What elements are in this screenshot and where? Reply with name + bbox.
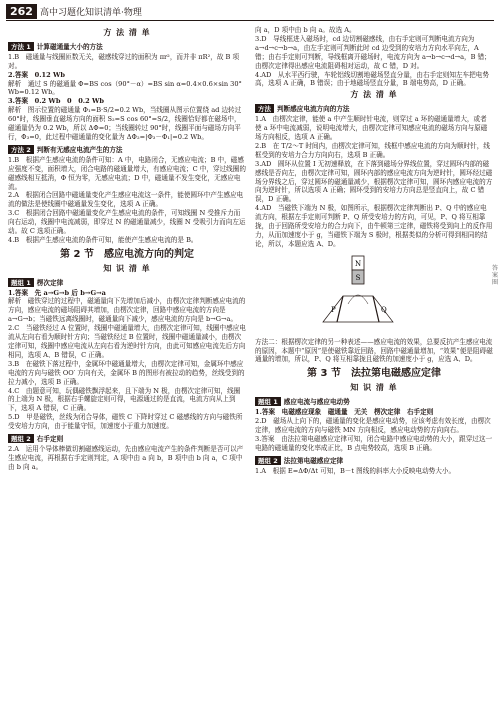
answer-line: 4.C 由题意可知，玩偶磁铁飘浮起来，且下端为 N 极，由楞次定律可知，线圈的上端为 N 极，根据右手螺旋定则可得，电源通过的是直流，电流方向从上到下，选项 A 错误，C 正确。 <box>8 386 241 413</box>
field-arc <box>348 295 368 304</box>
n-label: N <box>354 259 362 268</box>
p-label: P <box>331 305 336 314</box>
answer-line: 2.A 运用个导体棒做切割磁感线运动，先由感应电流产生的条件判断是否可以产生感应电流，再根据右手定则判定，A 项中由 a 向 b，B 项中由 b 向 a，C 项中由 b 向 a。 <box>8 444 244 471</box>
page-number: 262 <box>6 4 37 19</box>
answer-line: 1.答案 先 a→G→b 后 b→G→a <box>8 288 106 297</box>
answer-line: 3.C 根据闭合回路中磁通量变化产生感应电流的条件，可知线圈 N 受推斥力而向右运动，线圈中电流减弱，即穿过 N 的磁通量减少，线圈 N 受吸引力而向左运动。故 C 选项正确。 <box>8 209 246 236</box>
knowledge-heading: 知 识 清 单 <box>350 383 398 393</box>
section-heading: 方法 判断感应电流方向的方法 <box>255 104 493 114</box>
section-heading: 题组 2 法拉第电磁感应定律 <box>255 456 493 466</box>
answer-line: 解析 通过 S 的磁通量 Φ=BS cos（90°－α）=BS sin α=0.4×0.6×sin 30° Wb=0.12 Wb。 <box>8 79 242 97</box>
answer-line: 1.A 由楞次定律，能使 a 中产生顺时针电流，则穿过 a 环的磁通量增大，或者使 a 环中电流减弱，说明电流增大，由楞次定律可知感应电流的磁场方向与原磁场方向相反，选项 A 正确。 <box>255 115 488 141</box>
answer-line: 5.D 甲是磁铁，丝线为闭合导体，磁铁 C 下降时穿过 C 磁感线的方向与磁铁所受安培力方向，由于能量守恒，加速度小于重力加速度。 <box>8 413 243 431</box>
magnet-rails-figure <box>313 252 403 332</box>
watermark: 答案圈 <box>492 265 499 286</box>
answer-line: 解析 图示位置的磁通量 Φ₁=B·S/2=0.2 Wb，当线圈从图示位置绕 ad 边转过 60°时，线圈垂直磁场方向的面积 S₂=S cos 60°=S/2，线圈恰好都在磁场中，磁通量仍为 0.2 Wb，所以 ΔΦ=0；当线圈转过 90°时，线圈平面与磁场方向平行，Φ₃=0，此过程中磁通量的变化量为 ΔΦ₂=|Φ₃－Φ₁|=0.2 Wb。 <box>8 106 242 141</box>
answer-line: 2.B 在 T/2～T 时间内，由楞次定律可知，线框中感应电流的方向为顺时针，线框受到的安培力合力方向向右，选项 B 正确。 <box>255 141 490 159</box>
chapter-title: 第 2 节 感应电流方向的判定 <box>60 248 194 260</box>
answer-line: 4.AD 当磁铁下端为 N 极，如图所示，根据楞次定律判断出 P、Q 中的感应电流方向，根据左手定则可判断 P、Q 所受安培力的方向，可见，P、Q 将互相靠拢，由于回路所受安培力的合力向下，由牛顿第三定律，磁铁将受到向上的反作用力，从而加速度小于 g，当磁铁下端为 S 极时，根据类似的分析可得到相同的结论，所以，本题应选 A、D。 <box>255 204 493 248</box>
method-heading: 方 法 清 单 <box>103 28 151 37</box>
section-heading: 方法 2 判断有无感应电流产生的方法 <box>8 145 246 155</box>
section-heading: 方法 1 计算磁通量大小的方法 <box>8 42 246 52</box>
q-label: Q <box>381 305 387 314</box>
answer-line: 1.B 根据产生感应电流的条件可知：A 中，电路闭合，无感应电流；B 中，磁感应强度不变，面积增大，闭合电路的磁通量增大，有感应电流；C 中，穿过线圈的磁感线相互抵消，Φ 恒为零，无感应电流；D 中，磁通量不发生变化，无感应电流。 <box>8 155 246 191</box>
answer-line: 1.B 磁通量与线圈匝数无关，磁感线穿过的面积为 πr²，而并非 πR²，故 B 项对。 <box>8 52 240 70</box>
knowledge-heading: 知 识 清 单 <box>103 263 151 273</box>
answer-line: 2.C 当磁铁经过 A 位置时，线圈中磁通量增大，由楞次定律可知，线圈中感应电流从左向右看为顺时针方向；当磁铁经过 B 位置时，线圈中磁通量减小，由楞次定律可知，线圈中感应电流从左向右看为逆时针方向，由此可知感应电流先后方向相同，选项 A、B 错误，C 正确。 <box>8 324 246 359</box>
section-heading: 题组 1 感应电流与感应电动势 <box>255 397 493 407</box>
answer-line: 1.A 根据 E=ΔΦ/Δt 可知，B－t 图线的斜率大小反映电动势大小。 <box>255 466 456 475</box>
answer-line: 解析 磁铁穿过的过程中，磁通量向下先增加后减小，由楞次定律判断感应电流的方向，感应电流的磁场阻碍其增加，由楞次定律，回路中感应电流的方向是 a→G→b；当磁铁远离线圈时，磁通量向下减少，感应电流的方向是 b→G→a。 <box>8 297 246 324</box>
answer-line: 2.答案 0.12 Wb <box>8 70 66 79</box>
left-column <box>8 26 246 472</box>
section-heading: 题组 1 楞次定律 <box>8 278 246 288</box>
right-column <box>255 26 493 475</box>
answer-line: 2.D 磁场从上向下的，磁通量的变化是感应电动势，应该考虑有效长度，由楞次定律，感应电流的方向与磁铁 MN 方向相反，感应电动势的方向向右。 <box>255 417 491 434</box>
answer-line: 4.AD 从水平西行驶，车轮铝线切割地磁场竖直分量，由右手定则知左车把电势高，选项 A 正确，B 错误；由于地磁场竖直分量，B 端电势高，D 正确。 <box>255 70 489 88</box>
section-heading: 题组 2 右手定则 <box>8 434 246 444</box>
method-heading: 方 法 清 单 <box>350 90 398 100</box>
s-label: S <box>355 273 361 282</box>
answer-line: 1.答案 电磁感应现象 磁通量 无关 楞次定律 右手定则 <box>255 408 434 417</box>
answer-line: 2.A 根据闭合回路中磁通量变化产生感应电流这一条件，能使圆环中产生感应电流的做法是使线圈中磁通量发生变化，选项 A 正确。 <box>8 191 244 209</box>
header-rule <box>6 20 494 21</box>
page-header <box>0 0 500 22</box>
answer-line: 方法二：根据楞次定律的另一种表述——感应电流的效果，总要反抗产生感应电流的原因，本题中“原因”是使磁铁靠近回路，回路中磁通量增加，“效果”便是阻碍磁通量的增加，所以，P、Q 将互相靠拢且磁铁的加速度小于 g，应选 A、D。 <box>255 337 493 364</box>
answer-line: 向 a，D 项中由 b 向 a。故选 A。 <box>255 26 356 34</box>
answer-line: 3.B 在磁铁下落过程中，金属环中磁通量增大，由楞次定律可知，金属环中感应电流的方向与磁铁 OO′ 方向有关，金属环 B 的图形有被拉动的趋势，丝线受到的拉力减小，选项 B 正确。 <box>8 359 245 386</box>
answer-line: 3.答案 由法拉第电磁感应定律可知，闭合电路中感应电动势的大小，跟穿过这一电路的磁通量的变化率成正比，B 点电势较高，选项 B 正确。 <box>255 434 493 452</box>
book-title: 高中习题化知识清单·物理 <box>40 8 142 18</box>
answer-line: 4.B 根据产生感应电流的条件可知，能使产生感应电流的是 B。 <box>8 235 198 244</box>
answer-line: 3.答案 0.2 Wb 0 0.2 Wb <box>8 97 105 106</box>
answer-line: 3.D 导线框进入磁场时，cd 边切割磁感线，由右手定则可判断电流方向为 a→d→c→b→a，由左手定则可判断此时 cd 边受到的安培力方向水平向左，A 错；由右手定则可判断，导线框离开磁场时，电流方向为 a→b→c→d→a，B 错；由楞次定律得出感应电流阻碍相对运动，故 C 错，D 对。 <box>255 34 491 70</box>
chapter-title: 第 3 节 法拉第电磁感应定律 <box>307 368 441 380</box>
answer-line: 3.AD 圆环从位置 Ⅰ 无初速释放，在下落到磁场分界线位置，穿过圆环内部的磁感线是否向左，由楞次定律可知，圆环内部的感应电流方向为逆时针，圆环经过磁场分界线之后，穿过圆环的磁通量减少，根据楞次定律可知，圆环内感应电流的方向为逆时针，所以选项 A 正确；圆环受到的安培力方向总是竖直向上，故 C 错误，D 正确。 <box>255 159 493 204</box>
